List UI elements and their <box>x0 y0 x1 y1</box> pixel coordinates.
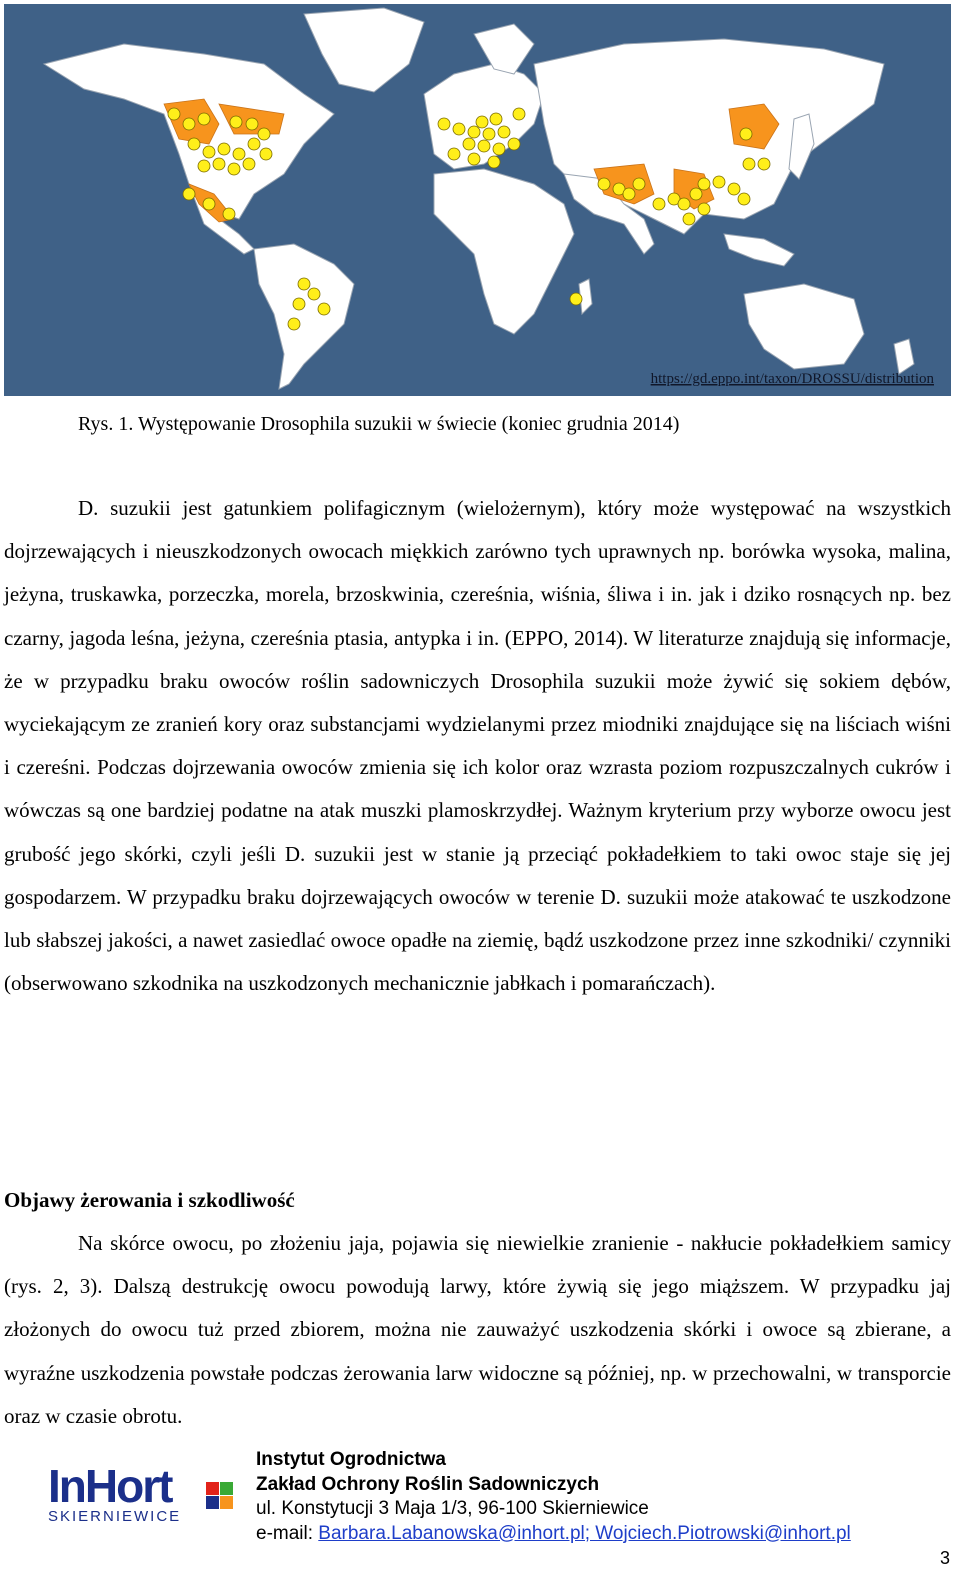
logo-square-green <box>220 1482 233 1495</box>
record-point <box>476 116 488 128</box>
email-label: e-mail: <box>256 1522 319 1544</box>
figure-caption: Rys. 1. Występowanie Drosophila suzukii w świecie (koniec grudnia 2014) <box>78 413 680 435</box>
record-point <box>483 128 495 140</box>
record-point <box>258 128 270 140</box>
record-point <box>488 156 500 168</box>
record-point <box>248 138 260 150</box>
record-point <box>468 153 480 165</box>
record-point <box>690 188 702 200</box>
paragraph-host-plants <box>4 487 951 1005</box>
record-point <box>218 143 230 155</box>
record-point <box>463 138 475 150</box>
logo-square-navy <box>206 1496 219 1509</box>
record-point <box>498 126 510 138</box>
record-point <box>448 148 460 160</box>
paragraph-host-plants-text: D. suzukii jest gatunkiem polifagicznym (wielożernym), który może występować na wszystkich dojrzewających i nieuszkodzonych owocach miękkich zarówno tych uprawnych np. borówka wysoka, malina, jeżyna, truskawka, porzeczka, morela, brzoskwinia, czereśnia, wiśnia, śliwa i in. jak i dziko rosnących np. bez czarny, jagoda leśna, jeżyna, czereśnia ptasia, antypka i in. (EPPO, 2014). W literaturze znajdują się informacje, że w przypadku braku owoców roślin sadowniczych Drosophila suzukii może żywić się sokiem dębów, wyciekającym ze zranień kory oraz substancjami wydzielanymi przez miodniki znajdujące się na liściach wiśni i czereśni. Podczas dojrzewania owoców zmienia się ich kolor oraz wzrasta poziom rozpuszczalnych cukrów i wówczas są one bardziej podatne na atak muszki plamoskrzydłej. Ważnym kryterium przy wyborze owocu jest grubość jego skórki, czyli jeśli D. suzukii jest w stanie ją przeciąć pokładełkiem to taki owoc staje się jej gospodarzem. W przypadku braku dojrzewających owoców w terenie D. suzukii może atakować te uszkodzone lub słabszej jakości, a nawet zasiedlać owoce opadłe na ziemię, bądź uszkodzone przez inne szkodniki/ czynniki (obserwowano szkodnika na uszkodzonych mechanicznie jabłkach i pomarańczach). <box>4 496 951 996</box>
record-point <box>188 138 200 150</box>
record-point <box>183 188 195 200</box>
record-point <box>598 178 610 190</box>
map-source-link[interactable]: https://gd.eppo.int/taxon/DROSSU/distribution <box>650 371 934 387</box>
record-point <box>438 118 450 130</box>
email-links[interactable]: Barbara.Labanowska@inhort.pl; Wojciech.Piotrowski@inhort.pl <box>318 1522 851 1544</box>
record-point <box>570 293 582 305</box>
record-point <box>743 158 755 170</box>
page-footer <box>0 1448 960 1576</box>
record-point <box>203 198 215 210</box>
record-point <box>653 198 665 210</box>
record-point <box>698 203 710 215</box>
record-point <box>203 146 215 158</box>
record-point <box>738 193 750 205</box>
record-point <box>223 208 235 220</box>
record-point <box>288 318 300 330</box>
email-line <box>256 1522 851 1547</box>
record-point <box>228 163 240 175</box>
inhort-logo <box>46 1458 236 1528</box>
record-point <box>478 140 490 152</box>
record-point <box>490 113 502 125</box>
page-number: 3 <box>939 1548 950 1568</box>
land-masses <box>44 8 914 389</box>
record-point <box>183 118 195 130</box>
world-map <box>4 4 951 396</box>
logo-square-red <box>206 1482 219 1495</box>
logo-text: InHort <box>48 1460 172 1512</box>
logo-subtitle: SKIERNIEWICE <box>48 1508 182 1525</box>
record-point <box>243 158 255 170</box>
record-point <box>198 113 210 125</box>
record-point <box>758 158 770 170</box>
record-point <box>683 213 695 225</box>
record-point <box>318 303 330 315</box>
address: ul. Konstytucji 3 Maja 1/3, 96-100 Skierniewice <box>256 1498 649 1519</box>
record-point <box>293 298 305 310</box>
record-point <box>698 178 710 190</box>
record-point <box>213 158 225 170</box>
record-point <box>260 148 272 160</box>
section-heading: Objawy żerowania i szkodliwość <box>4 1188 295 1212</box>
logo-square-orange <box>220 1496 233 1509</box>
record-point <box>246 118 258 130</box>
footer-contact <box>256 1448 851 1546</box>
record-point <box>468 126 480 138</box>
record-point <box>298 278 310 290</box>
record-point <box>678 198 690 210</box>
record-point <box>453 123 465 135</box>
record-point <box>308 288 320 300</box>
record-point <box>198 160 210 172</box>
department-name: Zakład Ochrony Roślin Sadowniczych <box>256 1473 600 1495</box>
record-point <box>728 183 740 195</box>
record-point <box>740 128 752 140</box>
record-point <box>230 116 242 128</box>
institute-name: Instytut Ogrodnictwa <box>256 1449 446 1470</box>
record-point <box>493 143 505 155</box>
record-point <box>233 148 245 160</box>
paragraph-symptoms-text: Na skórce owocu, po złożeniu jaja, pojawia się niewielkie zranienie - nakłucie pokładełkiem samicy (rys. 2, 3). Dalszą destrukcję owocu powodują larwy, które żywią się jego miąższem. W przypadku jaj złożonych do owocu tuż przed zbiorem, można nie zauważyć uszkodzenia skórki i owoce są zbierane, a wyraźne uszkodzenia powstałe podczas żerowania larw widoczne są później, np. w przechowalni, w transporcie oraz w czasie obrotu. <box>4 1231 951 1428</box>
record-point <box>633 178 645 190</box>
record-point <box>713 176 725 188</box>
record-point <box>623 188 635 200</box>
record-point <box>508 138 520 150</box>
paragraph-symptoms <box>4 1222 951 1438</box>
record-point <box>168 108 180 120</box>
distribution-map <box>4 4 951 396</box>
record-point <box>513 108 525 120</box>
